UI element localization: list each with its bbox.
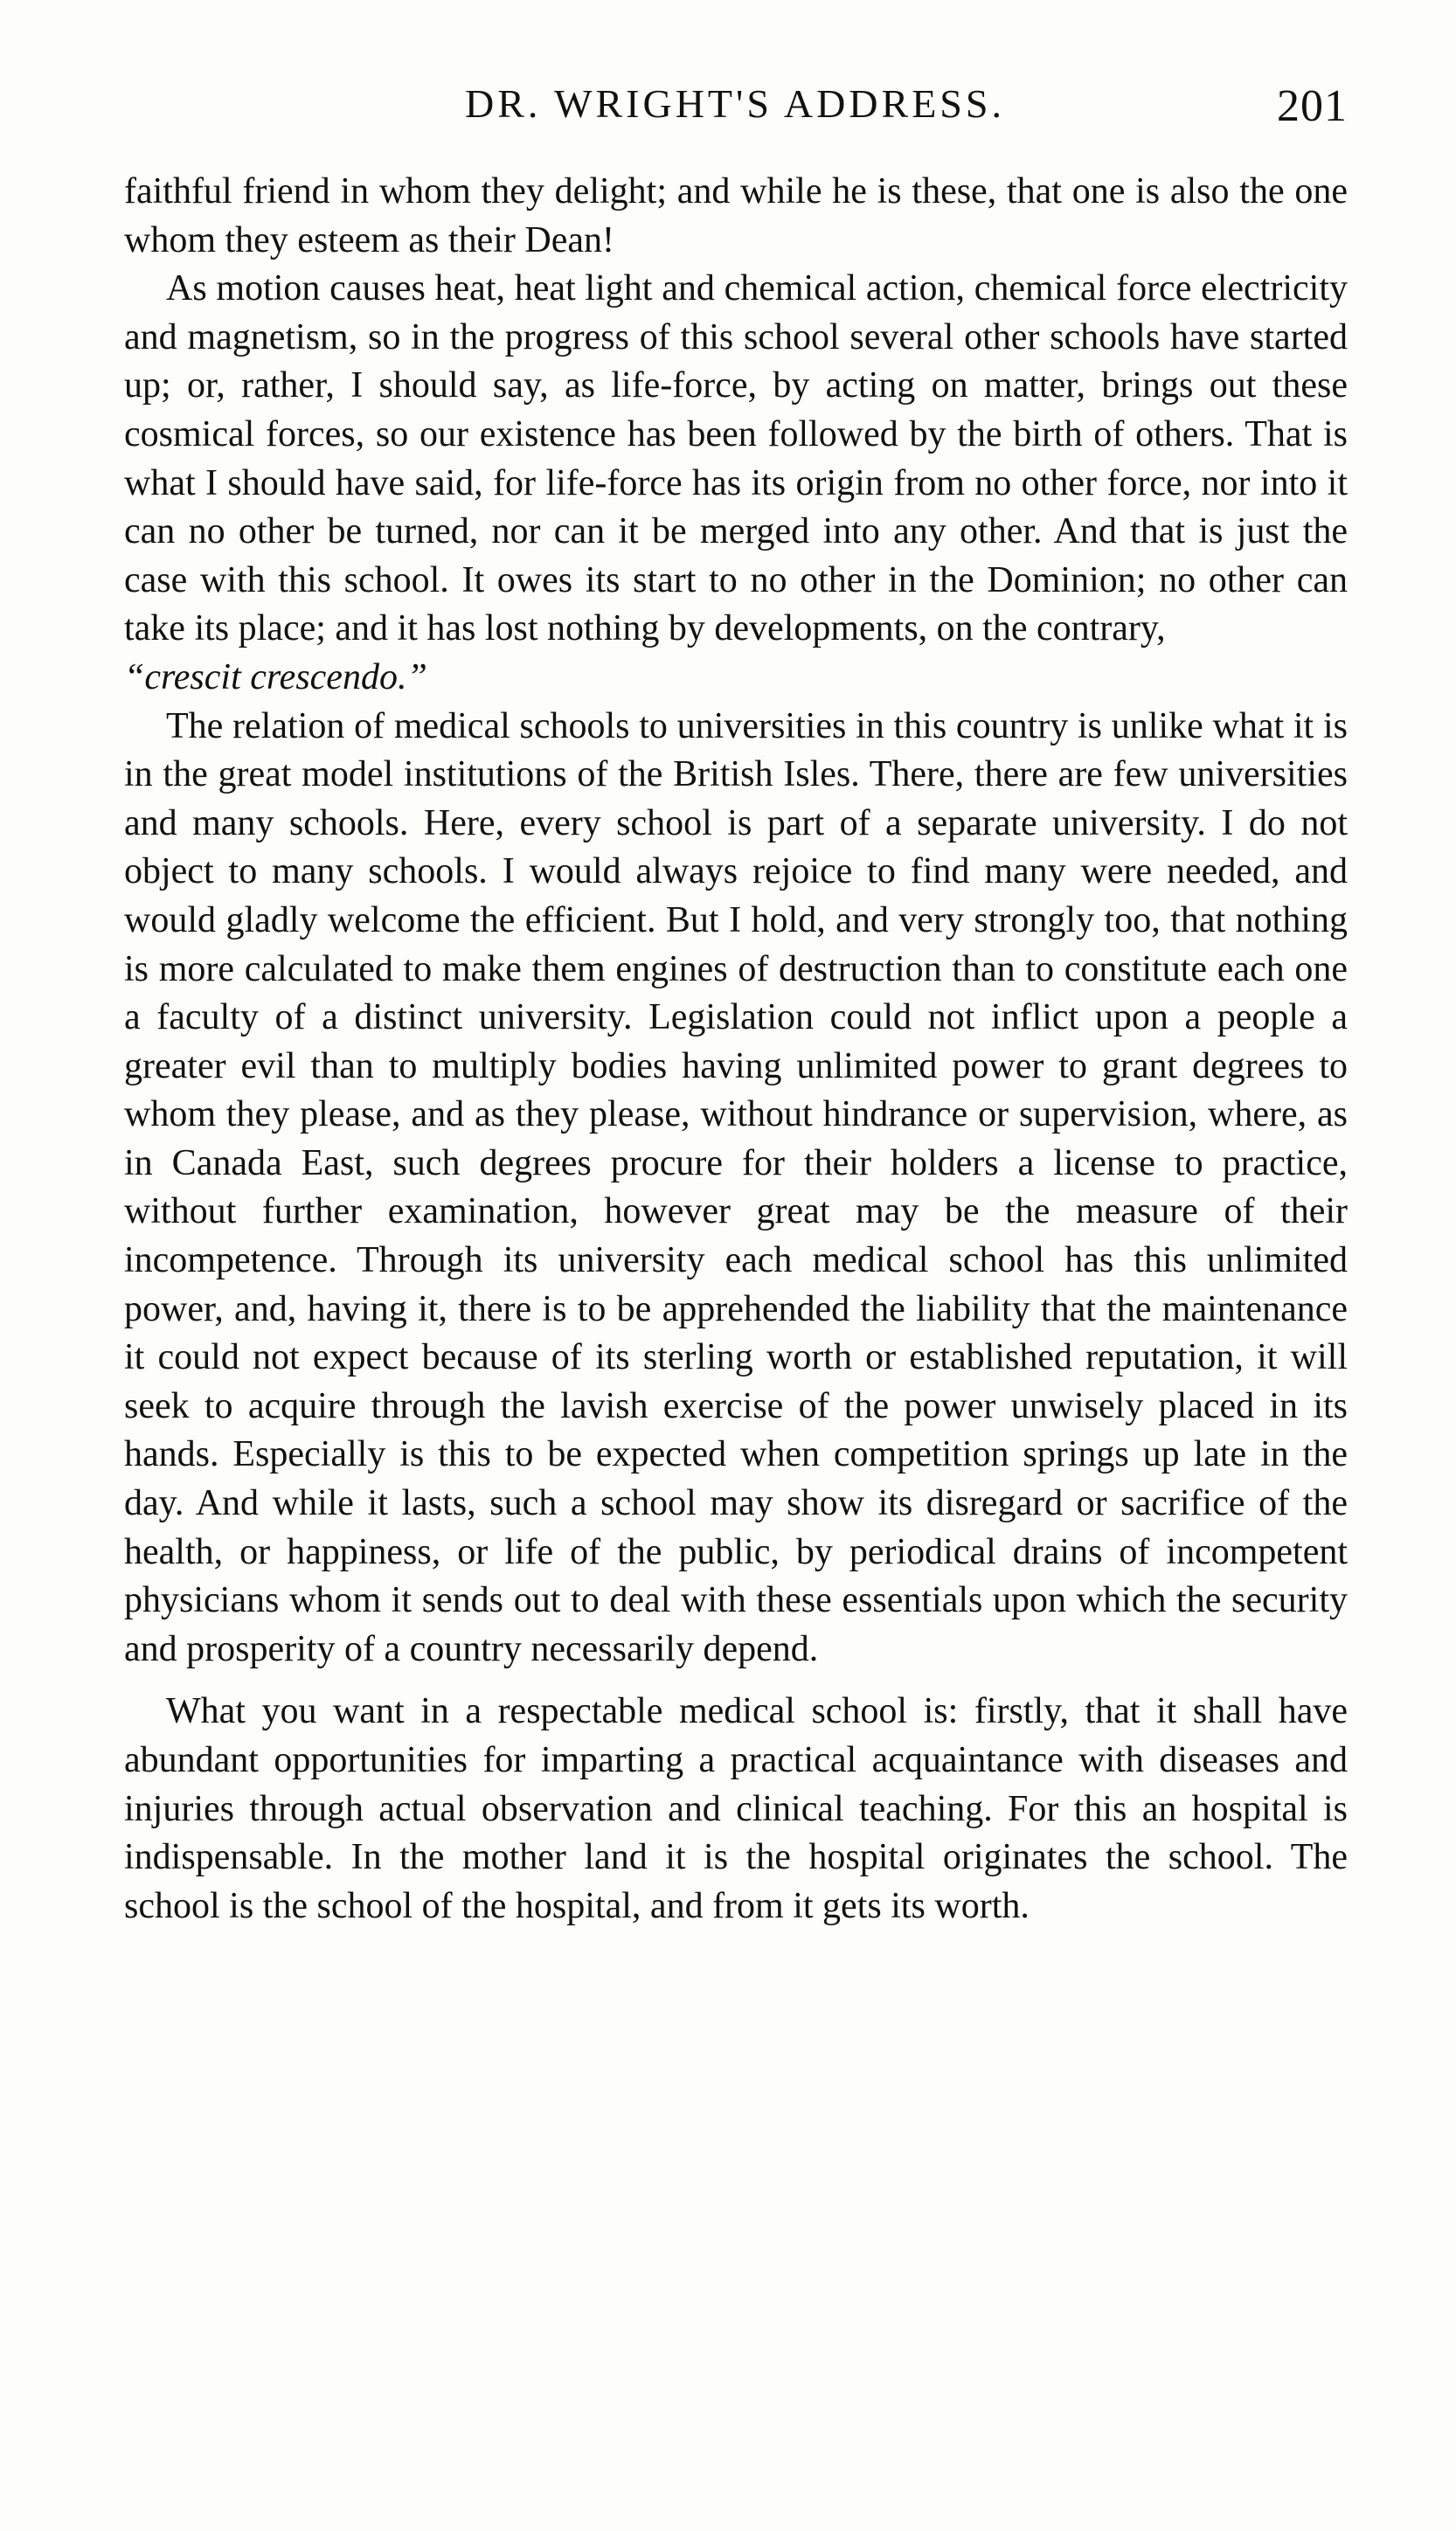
body-text xyxy=(124,168,1348,1931)
paragraph-motion-heat-text: As motion causes heat, heat light and chemical action, chemical force electricity and magnetism, so in the progress of this school several other schools have started up; or, rather, I should say, as life-force, by acting on matter, brings out these cosmical forces, so our existence has been followed by the birth of others. That is what I should have said, for life-force has its origin from no other force, nor into it can no other be turned, nor can it be merged into any other. And that is just the case with this school. It owes its start to no other in the Dominion; no other can take its place; and it has lost nothing by developments, on the contrary, xyxy=(124,268,1348,649)
latin-quote: “crescit crescendo.” xyxy=(124,656,427,697)
paragraph-motion-heat xyxy=(124,265,1348,702)
running-head xyxy=(124,80,1348,142)
paragraph-medical-schools: The relation of medical schools to universities in this country is unlike what it is in the great model institutions of the British Isles. There, there are few universities and many schools. Here, every school is part of a separate university. I do not object to many schools. I would always rejoice to find many were needed, and would gladly welcome the efficient. But I hold, and very strongly too, that nothing is more calculated to make them engines of destruction than to constitute each one a faculty of a distinct university. Legislation could not inflict upon a people a greater evil than to multiply bodies having unlimited power to grant degrees to whom they please, and as they please, without hindrance or supervision, where, as in Canada East, such degrees procure for their holders a license to practice, without further examination, however great may be the measure of their incompetence. Through its university each medical school has this unlimited power, and, having it, there is to be apprehended the liability that the maintenance it could not expect because of its sterling worth or established reputation, it will seek to acquire through the lavish exercise of the power unwisely placed in its hands. Especially is this to be expected when competition springs up late in the day. And while it lasts, such a school may show its disregard or sacrifice of the health, or happiness, or life of the public, by periodical drains of incompetent physicians whom it sends out to deal with these essentials upon which the security and prosperity of a country necessarily depend. xyxy=(124,705,1348,1669)
paragraph-what-you-want: What you want in a respectable medical school is: firstly, that it shall have abundant opportunities for imparting a practical acquaintance with diseases and injuries through actual observation and clinical teaching. For this an hospital is indispensable. In the mother land it is the hospital originates the school. The school is the school of the hospital, and from it gets its worth. xyxy=(124,1691,1348,1926)
running-title: DR. WRIGHT'S ADDRESS. xyxy=(465,81,1005,126)
paragraph-continuation: faithful friend in whom they delight; and while he is these, that one is also the one whom they esteem as their Dean! xyxy=(124,171,1348,260)
page-number: 201 xyxy=(1277,81,1348,131)
